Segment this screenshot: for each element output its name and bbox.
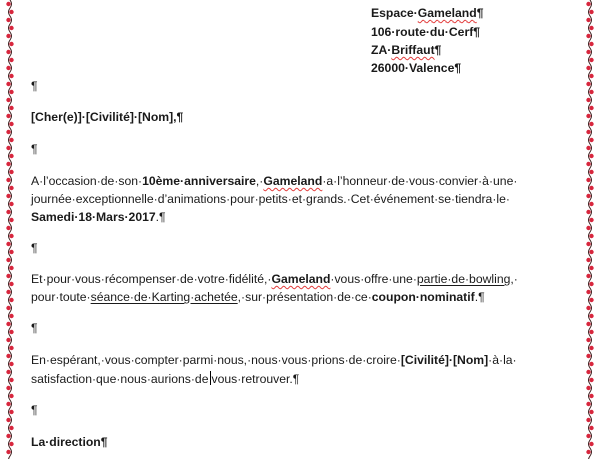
paragraph-1-line-1: A·l’occasion·de·son·10ème·anniversaire,·Gameland·a·l’honneur·de·vous·convier·à·une·: [31, 174, 518, 188]
empty-paragraph-mark: ¶: [31, 241, 38, 255]
paragraph-1-line-2: journée·exceptionnelle·d’animations·pour·petits·et·grands.·Cet·événement·se·tiendra·le·: [31, 192, 510, 206]
brand-name: Gameland: [263, 174, 323, 188]
bowling-offer: partie·de·bowling: [416, 272, 511, 286]
empty-paragraph-mark: ¶: [31, 142, 38, 156]
signature: La·direction¶: [31, 435, 108, 449]
brand-name: Gameland: [271, 272, 331, 286]
zone-name: Briffaut: [391, 43, 435, 57]
karting-offer: séance·de·Karting·achetée: [90, 290, 238, 304]
empty-paragraph-mark: ¶: [31, 79, 38, 93]
address-line-city: 26000·Valence¶: [371, 61, 462, 75]
paragraph-1-line-3: Samedi·18·Mars·2017.¶: [31, 210, 166, 224]
paragraph-3-line-1: En·espérant,·vous·compter·parmi·nous,·nous·vous·prions·de·croire·[Civilité]·[Nom]·à·la·: [31, 353, 517, 367]
text-cursor: [210, 371, 211, 385]
address-line-name: Espace·Gameland¶: [371, 6, 484, 20]
paragraph-2-line-1: Et·pour·vous·récompenser·de·votre·fidélité,·Gameland·vous·offre·une·partie·de·bowling,·: [31, 272, 518, 286]
brand-name: Gameland: [417, 6, 477, 20]
paragraph-3-line-2: satisfaction·que·nous·aurions·de vous·retrouver.¶: [31, 372, 300, 386]
paragraph-2-line-2: pour·toute·séance·de·Karting·achetée,·sur·présentation·de·ce·coupon·nominatif.¶: [31, 290, 485, 304]
empty-paragraph-mark: ¶: [31, 403, 38, 417]
event-date: Samedi·18·Mars·2017: [31, 210, 156, 224]
greeting: [Cher(e)]·[Civilité]·[Nom],¶: [31, 110, 184, 124]
address-line-zone: ZA·Briffaut¶: [371, 43, 442, 57]
empty-paragraph-mark: ¶: [31, 321, 38, 335]
address-line-street: 106·route·du·Cerf¶: [371, 25, 481, 39]
